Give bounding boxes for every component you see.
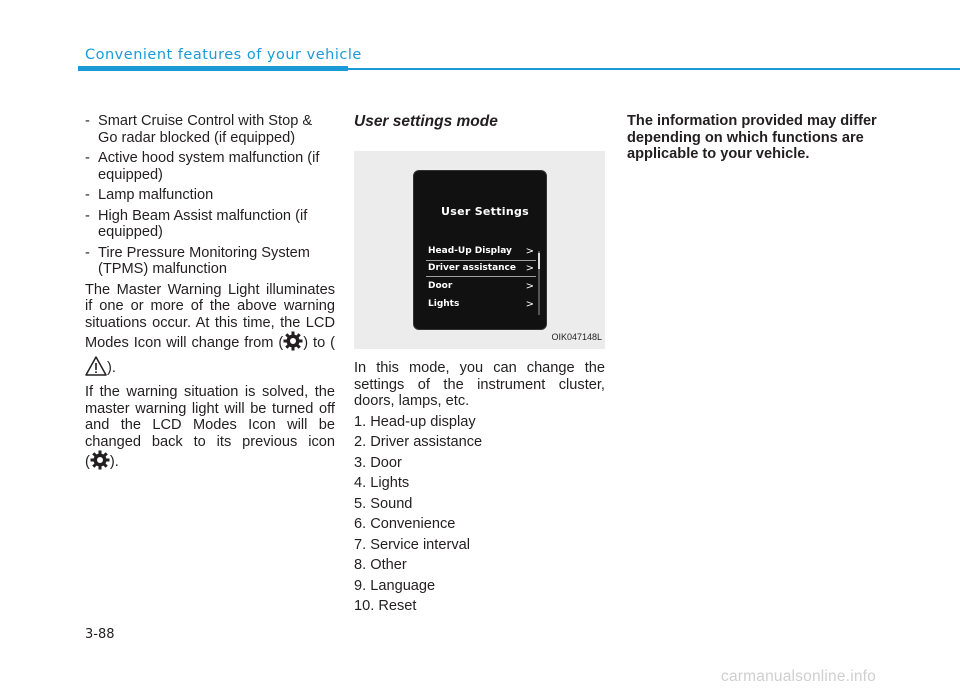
master-warning-paragraph <box>85 282 335 381</box>
paragraph-text: The Master Warning Light illuminates if one or more of the above warning situations occur. At this time, the LCD Modes Icon will change <box>85 281 335 351</box>
cluster-lcd-screen <box>413 170 547 330</box>
list-item-text: High Beam Assist malfunction (if equipped) <box>98 207 308 240</box>
chevron-right-icon: > <box>525 263 534 274</box>
header-rule-thin <box>348 68 960 70</box>
header-rule-thick <box>78 66 348 71</box>
watermark: carmanualsonline.info <box>721 668 876 685</box>
middle-column <box>354 113 605 619</box>
list-dash: - <box>85 187 90 203</box>
warning-triangle-icon <box>85 356 107 381</box>
list-dash: - <box>85 207 90 224</box>
settings-list-item: 9. Language <box>354 577 436 594</box>
paragraph-text: ). <box>109 454 119 470</box>
left-column <box>85 113 335 479</box>
chevron-right-icon: > <box>525 299 534 310</box>
settings-list-item: 5. Sound <box>354 495 413 512</box>
warning-solved-paragraph <box>85 384 335 475</box>
user-settings-intro: In this mode, you can change the settings of the instrument cluster, doors, lamps, etc. <box>354 360 605 409</box>
settings-list-item: 6. Convenience <box>354 516 456 532</box>
paragraph-text: ). <box>107 359 116 376</box>
gear-icon <box>283 331 303 356</box>
menu-item-label: Door <box>428 281 453 291</box>
settings-list-item: 2. Driver assistance <box>354 434 483 450</box>
screen-scrollbar-thumb <box>538 253 540 269</box>
paragraph-text: from ( <box>244 335 284 351</box>
chevron-right-icon: > <box>525 281 534 292</box>
warning-list-item <box>85 150 335 183</box>
menu-item-label: Driver assistance <box>428 263 516 273</box>
figure-code: OIK047148L <box>551 331 602 342</box>
applicability-note: The information provided may differ depending on which functions are applicable to your vehicle. <box>627 113 877 162</box>
settings-list-item: 1. Head-up display <box>354 413 476 430</box>
list-dash: - <box>85 150 90 166</box>
list-item-text: Lamp malfunction <box>98 187 214 203</box>
user-settings-figure <box>354 151 605 349</box>
settings-list-item: 3. Door <box>354 454 402 471</box>
gear-icon <box>90 450 110 475</box>
section-header-title: Convenient features of your vehicle <box>85 47 362 63</box>
page-number: 3-88 <box>85 627 115 642</box>
menu-item-label: Head-Up Display <box>428 246 512 256</box>
list-dash: - <box>85 244 90 261</box>
list-item-text: Smart Cruise Control with Stop & Go radar blocked (if equipped) <box>98 113 313 146</box>
chevron-right-icon: > <box>525 246 534 257</box>
paragraph-text: If the warning situation is solved, the master warning light will be turned off and the LCD Modes Icon will be changed back to its previous icon <box>85 384 335 450</box>
warning-list-item <box>85 245 335 278</box>
section-title: User settings mode <box>354 113 498 130</box>
menu-item-lights <box>426 296 536 313</box>
settings-list-item: 8. Other <box>354 557 407 573</box>
list-item-text: Active hood system malfunction (if equipped) <box>98 150 320 183</box>
warning-list-item <box>85 187 335 204</box>
settings-list-item: 10. Reset <box>354 598 417 614</box>
list-item-text: Tire Pressure Monitoring System (TPMS) malfunction <box>98 244 310 277</box>
settings-list-item: 4. Lights <box>354 475 410 491</box>
right-column <box>627 113 882 163</box>
paragraph-text: ) to ( <box>303 335 335 351</box>
warning-list-item <box>85 113 335 146</box>
settings-list-item: 7. Service interval <box>354 536 470 553</box>
menu-item-label: Lights <box>428 299 460 309</box>
list-dash: - <box>85 113 90 129</box>
menu-item-driver-assistance <box>426 260 536 277</box>
screen-title: User Settings <box>441 205 530 218</box>
menu-item-door <box>426 278 536 295</box>
paragraph-text: ( <box>85 454 90 470</box>
warning-list-item <box>85 208 335 241</box>
menu-item-head-up-display <box>426 243 536 260</box>
